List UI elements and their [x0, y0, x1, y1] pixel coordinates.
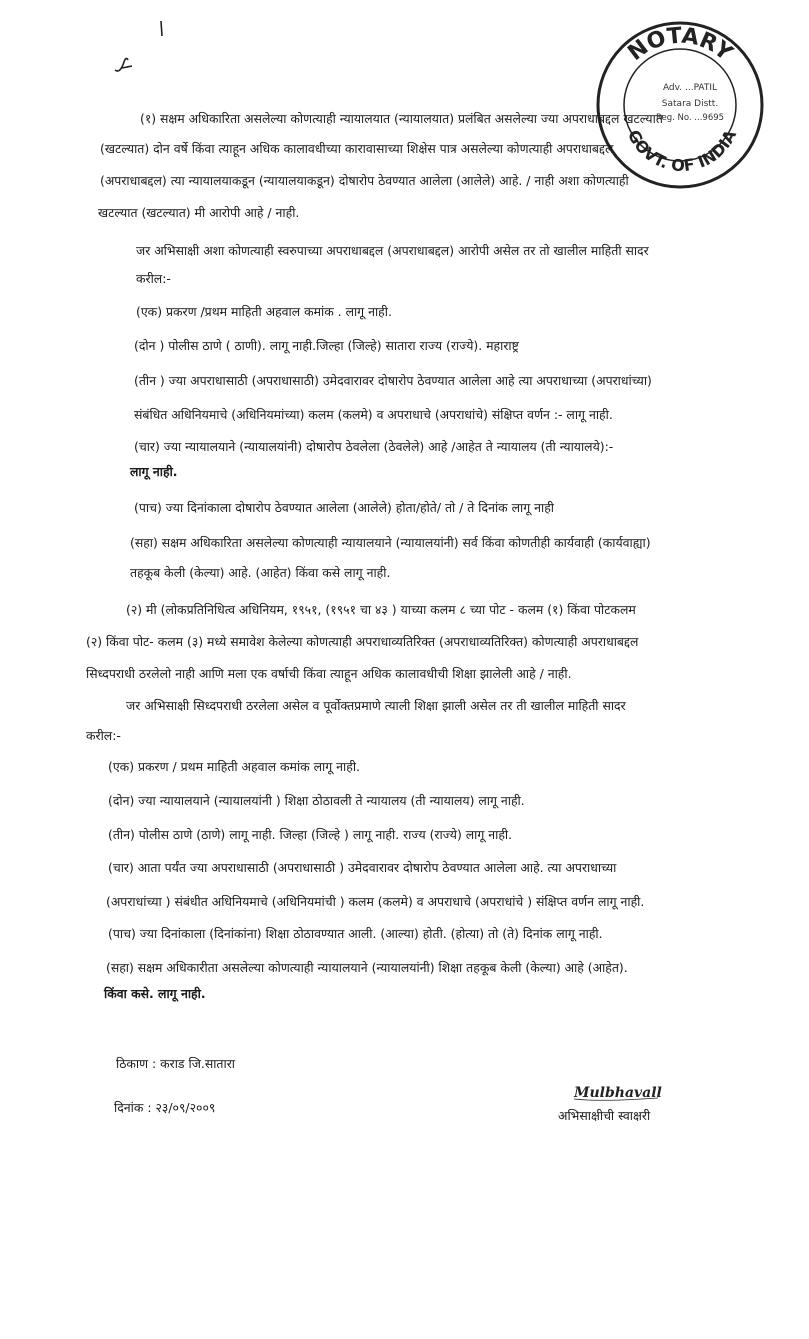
signature [572, 1082, 662, 1102]
list1-item-saha-line1: (सहा) सक्षम अधिकारिता असलेल्या कोणत्याही न्यायालयाने (न्यायालयांनी) सर्व किंवा कोणतीही कार्यवाही (कार्यवाह्या) [130, 535, 651, 550]
list2-item-don: (दोन) ज्या न्यायालयाने (न्यायालयांनी ) शिक्षा ठोठावली ते न्यायालय (ती न्यायालय) लागू नाही. [108, 793, 525, 808]
list2-item-ek: (एक) प्रकरण / प्रथम माहिती अहवाल कमांक लागू नाही. [108, 759, 360, 774]
scan-mark [156, 20, 166, 38]
stamp-title-path: NOTARY [623, 23, 737, 67]
intro1-line2: करील:- [136, 271, 171, 286]
para1-line1: (१) सक्षम अधिकारिता असलेल्या कोणत्याही न्यायालयात (न्यायालयात) प्रलंबित असलेल्या ज्या अपराधाबद्दल खटल्यात [140, 111, 663, 126]
list2-item-teen: (तीन) पोलीस ठाणे (ठाणे) लागू नाही. जिल्हा (जिल्हे ) लागू नाही. राज्य (राज्ये) लागू नाही. [108, 827, 513, 842]
stamp-bottom-path: GOVT. OF INDIA [623, 126, 741, 176]
list1-item-teen-line2: संबंधित अधिनियमाचे (अधिनियमांच्या) कलम (कलमे) व अपराधाचे (अपराधांचे) संक्षिप्त वर्णन :- लागू नाही. [134, 407, 613, 422]
list1-item-ek: (एक) प्रकरण /प्रथम माहिती अहवाल कमांक . लागू नाही. [136, 304, 392, 319]
notary-stamp [590, 10, 770, 180]
list1-item-pach: (पाच) ज्या दिनांकाला दोषारोप ठेवण्यात आलेला (आलेले) होता/होते/ तो / ते दिनांक लागू नाही [134, 500, 555, 515]
stamp-reg: Reg. No. ...9695 [655, 113, 725, 123]
para1-line2: (खटल्यात) दोन वर्षे किंवा त्याहून अधिक कालावधीच्या कारावासाच्या शिक्षेस पात्र असलेल्या कोणत्याही अपराधाबद्दल [100, 141, 614, 156]
para1-line4: खटल्यात (खटल्यात) मी आरोपी आहे / नाही. [98, 205, 300, 220]
stamp-bottom [624, 126, 740, 175]
signature-label: अभिसाक्षीची स्वाक्षरी [558, 1108, 651, 1123]
stamp-title [624, 24, 738, 67]
list1-item-don: (दोन ) पोलीस ठाणे ( ठाणी). लागू नाही.जिल्हा (जिल्हे) सातारा राज्य (राज्ये). महाराष्ट्र [134, 338, 519, 353]
intro2-line1: जर अभिसाक्षी सिध्दपराधी ठरलेला असेल व पूर्वोक्तप्रमाणे त्याली शिक्षा झाली असेल तर ती खालील माहिती सादर [126, 698, 626, 713]
intro1-line1: जर अभिसाक्षी अशा कोणत्याही स्वरुपाच्या अपराधाबद्दल (अपराधाबद्दल) आरोपी असेल तर तो खालील माहिती सादर [136, 243, 649, 258]
para2-line1: (२) मी (लोकप्रतिनिधित्व अधिनियम, १९५१, (१९५१ चा ४३ ) याच्या कलम ८ च्या पोट - कलम (१) किंवा पोटकलम [126, 602, 636, 617]
list1-item-char-line2: लागू नाही. [130, 464, 178, 479]
para1-line3: (अपराधाबद्दल) त्या न्यायालयाकडून (न्यायालयाकडून) दोषारोप ठेवण्यात आलेला (आलेले) आहे. / नाही अशा कोणत्याही [100, 173, 629, 188]
para2-line2: (२) किंवा पोट- कलम (३) मध्ये समावेश केलेल्या कोणत्याही अपराधाव्यतिरिक्त (अपराधाव्यतिरिक्त) कोणत्याही अपराधाबद्दल [86, 634, 639, 649]
intro2-line2: करील:- [86, 728, 121, 743]
list1-item-char-line1: (चार) ज्या न्यायालयाने (न्यायालयांनी) दोषारोप ठेवलेला (ठेवलेले) आहे /आहेत ते न्यायालय (ती न्यायालये):- [134, 439, 614, 454]
list2-item-saha-line1: (सहा) सक्षम अधिकारीता असलेल्या कोणत्याही न्यायालयाने (न्यायालयांनी) शिक्षा तहकूब केली (केल्या) आहे (आहेत). [106, 960, 628, 975]
list2-item-char-line2: (अपराधांच्या ) संबंधीत अधिनियमाचे (अधिनियमांची ) कलम (कलमे) व अपराधाचे (अपराधांचे ) संक्षिप्त वर्णन लागू नाही. [106, 894, 645, 909]
place-line: ठिकाण : कराड जि.सातारा [116, 1056, 235, 1071]
date-line: दिनांक : २३/०९/२००९ [114, 1100, 216, 1115]
scan-mark [112, 52, 142, 76]
stamp-place: Satara Distt. [661, 99, 719, 109]
list2-item-pach: (पाच) ज्या दिनांकाला (दिनांकांना) शिक्षा ठोठावण्यात आली. (आल्या) होती. (होत्या) तो (ते) दिनांक लागू नाही. [108, 926, 603, 941]
stamp-name: Adv. ...PATIL [662, 83, 718, 93]
list2-item-saha-line2: किंवा कसे. लागू नाही. [104, 986, 206, 1001]
list1-item-teen-line1: (तीन ) ज्या अपराधासाठी (अपराधासाठी) उमेदवारावर दोषारोप ठेवण्यात आलेला आहे त्या अपराधाच्या (अपराधांच्या) [134, 373, 652, 388]
list1-item-saha-line2: तहकूब केली (केल्या) आहे. (आहेत) किंवा कसे लागू नाही. [130, 565, 391, 580]
signature-text: Mulbhavall [574, 1085, 662, 1101]
list2-item-char-line1: (चार) आता पर्यंत ज्या अपराधासाठी (अपराधासाठी ) उमेदवारावर दोषारोप ठेवण्यात आलेला आहे. त्या अपराधाच्या [108, 860, 617, 875]
para2-line3: सिध्दपराधी ठरलेलो नाही आणि मला एक वर्षाची किंवा त्याहून अधिक कालावधीची शिक्षा झालेली आहे / नाही. [86, 666, 572, 681]
